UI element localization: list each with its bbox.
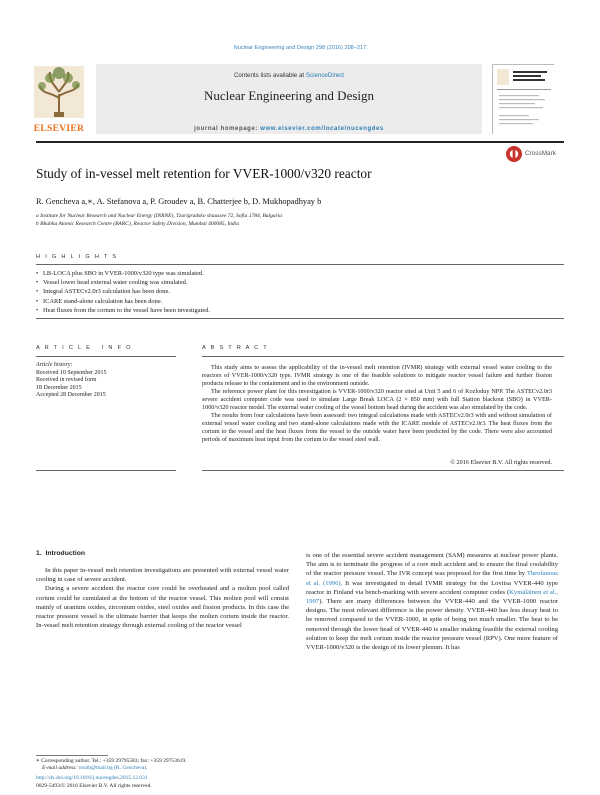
- issn-line: 0029-5493/© 2016 Elsevier B.V. All rights reserved.: [36, 783, 152, 789]
- affiliation-b: b Bhabha Atomic Research Centre (BARC), Reactor Safety Division, Mumbai 400085, India: [36, 221, 239, 227]
- author-list: R. Gencheva a,∗, A. Stefanova a, P. Groudev a, B. Chatterjee b, D. Mukhopadhyay b: [36, 197, 322, 206]
- body-paragraph: During a severe accident the reactor core could be overheated and a molten pool called corium could be cumulated at the bottom of the reactor vessel. This molten pool will consist mainly of uranium oxides, zirconium oxides, steel oxides and fission products. In this case the reactor pressure vessel is the ultimate barrier that keeps the molten corium inside the reactor. In-vessel melt retention strategy through external cooling of the reactor vessel: [36, 585, 289, 630]
- paper-title: Study of in-vessel melt retention for VVER-1000/v320 reactor: [36, 166, 372, 181]
- history-line: Received in revised form: [36, 377, 97, 384]
- homepage-prefix: journal homepage:: [194, 126, 261, 132]
- body-column-right: [306, 551, 558, 652]
- highlights-rule-bottom: [36, 318, 564, 319]
- abstract-paragraph: The reference power plant for this investigation is VVER-1000/v320 reactor sited at Unit 5 and 6 of Kozloduy NPP. The ASTECv2.0r3 severe accident computer code was used to simulate Large Break LOCA (2 × 850 mm) with full Station blackout (SBO) in VVER-1000/v320 reactor model. The external water cooling of the vessel bottom head during the accident was also simulated by the code.: [202, 388, 552, 411]
- email-link[interactable]: rosith@mail.bg (R. Gencheva).: [78, 765, 148, 772]
- citation-link[interactable]: Kymäläinen et al., 1997: [306, 588, 558, 606]
- abstract-rule-bottom: [202, 470, 564, 471]
- highlight-item: • Vessel lower head external water cooling was simulated.: [36, 278, 556, 287]
- highlight-item: • ICARE stand-alone calculation has been done.: [36, 297, 556, 306]
- highlights-heading: H I G H L I G H T S: [36, 254, 118, 260]
- body-text: . It was investigated in detail IVMR strategy for the Loviisa VVER-440 type reactor in Finland via bench-marking with severe accident computer codes (: [306, 579, 558, 596]
- doi-link[interactable]: http://dx.doi.org/10.1016/j.nucengdes.2015.12.031: [36, 775, 148, 781]
- body-text: ). There are many differences between the VVER-440 and the VVER-1000 reactor designs. The most relevant difference is the power density. VVER-440 has less decay heat to be removed compared to the VVER-1000, in spite of being not much smaller. The heat to be removed through the lower head of VVER-440 is smaller making feasible the external cooling solution to keep the melt corium inside the reactor pressure vessel (RPV). One more feature of VVER-1000/v320 is the design of its lower plenum. It has: [306, 598, 558, 652]
- section-heading-introduction: 1. Introduction: [36, 550, 86, 557]
- article-info-heading: A R T I C L E I N F O: [36, 345, 133, 351]
- abstract-paragraph: The results from four calculations have been assessed: two integral calculations made with ASTECv2.0r3 with and without simulation of external vessel water cooling and two stand-alone calculations made with the ICARE module of ASTECv2.0r3. The heat fluxes from the corium to the vessel and the heat fluxes from the vessel to the outside water have been predicted by the code. There were also accounted periods of maximum heat input from the corium to the vessel steel wall.: [202, 412, 552, 443]
- contents-prefix: Contents lists available at: [233, 72, 306, 79]
- publisher-logo-text: ELSEVIER: [33, 124, 85, 134]
- abstract-rule: [202, 356, 564, 357]
- article-info-rule: [36, 356, 176, 357]
- citation-link[interactable]: Theofanous et al. (1996): [306, 570, 558, 587]
- body-paragraph: In this paper in-vessel melt retention investigations are presented with external vessel water cooling in case of severe accident.: [36, 567, 289, 584]
- highlight-item: • LB-LOCA plus SBO in VVER-1000/v320 type was simulated.: [36, 269, 556, 278]
- email-label: E-mail address:: [42, 765, 79, 772]
- sciencedirect-link[interactable]: ScienceDirect: [305, 72, 345, 79]
- abstract-body: [202, 364, 552, 444]
- corresponding-author-footnote: [36, 758, 289, 772]
- abstract-paragraph: This study aims to assess the applicability of the in-vessel melt retention (IVMR) strategy with external vessel water cooling to the reactors of VVER-1000/v320 type. IVMR strategy is one of the feasible solutions to mitigate reactor vessel failure and further fission products release to the containment and to the environment outside.: [202, 364, 552, 387]
- crossmark-badge[interactable]: [505, 142, 565, 166]
- header-rule: [36, 141, 564, 143]
- history-line: Received 10 September 2015: [36, 369, 107, 376]
- article-history-label: Article history:: [36, 362, 73, 368]
- affiliation-a: a Institute for Nuclear Research and Nuclear Energy (INRNE), Tzarigradsko shaussee 72, Sofia 1784, Bulgaria: [36, 213, 283, 219]
- body-column-left: [36, 566, 289, 630]
- history-line: 18 December 2015: [36, 384, 82, 391]
- abstract-heading: A B S T R A C T: [202, 345, 269, 351]
- crossmark-label: CrossMark: [525, 150, 556, 157]
- journal-citation[interactable]: Nuclear Engineering and Design 298 (2016) 208–217: [233, 45, 367, 51]
- journal-homepage-line: [96, 126, 482, 132]
- journal-name: Nuclear Engineering and Design: [203, 88, 375, 103]
- footnote-rule: [36, 755, 108, 756]
- article-info-rule-bottom: [36, 470, 176, 471]
- highlight-item: • Integral ASTECv2.0r3 calculation has been done.: [36, 287, 556, 296]
- highlights-rule-top: [36, 264, 564, 265]
- highlights-list: [36, 269, 556, 315]
- homepage-link[interactable]: www.elsevier.com/locate/nucengdes: [260, 126, 384, 132]
- highlight-item: • Heat fluxes from the corium to the vessel have been investigated.: [36, 306, 556, 315]
- body-text: is one of the essential severe accident management (SAM) measures at nuclear power plants. The aim is to terminate the progress of a core melt accident and to ensure the final coolability of the reactor pressure vessel. The IVR concept was proposed for the first time by: [306, 552, 558, 578]
- article-history: [36, 362, 176, 400]
- footnote-contact: ∗ Corresponding author. Tel.: +359 29795583; fax: +359 29753619.: [36, 758, 187, 764]
- journal-cover-thumbnail: [492, 64, 554, 134]
- footnote-email-line: [36, 765, 289, 772]
- contents-line: [96, 72, 482, 79]
- abstract-copyright: © 2016 Elsevier B.V. All rights reserved.: [450, 459, 552, 466]
- history-line: Accepted 28 December 2015: [36, 392, 106, 399]
